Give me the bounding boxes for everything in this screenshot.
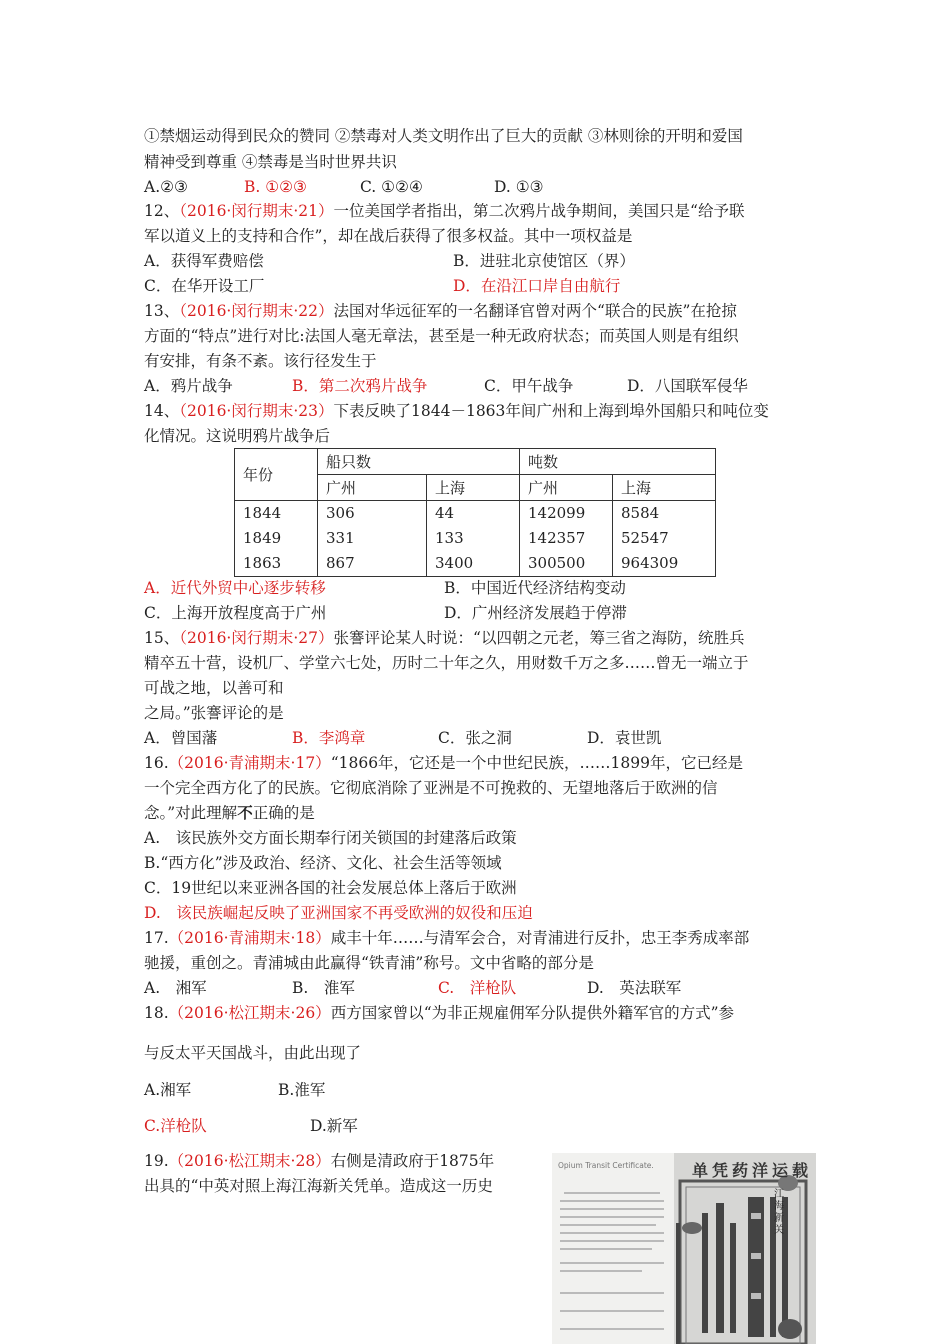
q16-option-c: C．19世纪以来亚洲各国的社会发展总体上落后于欧洲: [144, 879, 517, 897]
tons-guangzhou-cells: [520, 501, 613, 577]
q13-stem-line3: 有安排，有条不紊。该行径发生于: [144, 352, 377, 370]
year-header: 年份: [235, 449, 318, 501]
q15-option-b-answer: B．李鸿章: [292, 729, 366, 747]
q17-option-d: D. 英法联军: [587, 979, 682, 997]
q12-source: （2016·闵行期末·21）: [179, 202, 334, 220]
q12-option-a: A．获得军费赔偿: [144, 252, 264, 270]
q16-stem: [144, 752, 743, 774]
tons-shanghai-header: 上海: [613, 475, 716, 501]
table-cell: 3400: [435, 554, 474, 572]
q18-text: 西方国家曾以“为非正规雇佣军分队提供外籍军官的方式”参: [330, 1004, 735, 1022]
q15-stem: [144, 627, 744, 649]
q18-option-b: B.淮军: [278, 1081, 326, 1099]
q16-stem-line3: [144, 802, 315, 824]
q17-stem-line2: 驰援，重创之。青浦城由此赢得“铁青浦”称号。文中省略的部分是: [144, 954, 594, 972]
customs-certificate-image: [552, 1153, 816, 1344]
q15-option-a: A．曾国藩: [144, 729, 218, 747]
q12-text: 一位美国学者指出，第二次鸦片战争期间，美国只是“给予联: [333, 202, 745, 220]
table-cell: 1849: [243, 529, 282, 547]
q13-stem: [144, 300, 737, 322]
q19-text: 右侧是清政府于1875年: [330, 1152, 495, 1170]
q12-option-d-answer: D．在沿江口岸自由航行: [453, 277, 621, 295]
q17-number: 17.: [144, 929, 169, 947]
q14-source: （2016·闵行期末·23）: [179, 402, 334, 420]
q19-stem-line2: 出具的“中英对照上海江海新关凭单。造成这一历史: [144, 1177, 493, 1195]
q16-emphasis-not: 不: [237, 803, 253, 822]
q16-option-d-answer: D. 该民族崛起反映了亚洲国家不再受欧洲的奴役和压迫: [144, 904, 533, 922]
q18-stem-line2: 与反太平天国战斗，由此出现了: [144, 1044, 362, 1062]
q12-option-b: B．进驻北京使馆区（界）: [453, 252, 635, 270]
q11-option-b-answer: B. ①②③: [244, 178, 307, 196]
q15-source: （2016·闵行期末·27）: [179, 629, 334, 647]
table-cell: 44: [435, 504, 455, 522]
q14-option-b: B．中国近代经济结构变动: [444, 579, 626, 597]
table-cell: 331: [326, 529, 355, 547]
q18-stem: [144, 1002, 734, 1024]
q16-source: （2016·青浦期末·17）: [168, 754, 331, 772]
table-body-row: [235, 501, 716, 577]
q18-source: （2016·松江期末·26）: [168, 1004, 331, 1022]
q14-option-d: D．广州经济发展趋于停滞: [444, 604, 627, 622]
q13-option-c: C．甲午战争: [484, 377, 574, 395]
table-cell: 133: [435, 529, 464, 547]
tons-guangzhou-header: 广州: [520, 475, 613, 501]
q16-option-a: A. 该民族外交方面长期奉行闭关锁国的封建落后政策: [144, 829, 517, 847]
tons-shanghai-cells: [613, 501, 716, 577]
q19-number: 19.: [144, 1152, 169, 1170]
q13-source: （2016·闵行期末·22）: [179, 302, 334, 320]
q17-text: 咸丰十年……与清军会合，对青浦进行反扑，忠王李秀成率部: [330, 929, 750, 947]
table-cell: 142099: [528, 504, 586, 522]
q13-option-b-answer: B．第二次鸦片战争: [292, 377, 428, 395]
table-header-row: [235, 449, 716, 475]
q15-option-c: C．张之洞: [438, 729, 512, 747]
q14-option-a-answer: A．近代外贸中心逐步转移: [144, 579, 326, 597]
q12-number: 12、: [144, 202, 180, 220]
table-cell: 52547: [621, 529, 669, 547]
q15-stem-line2: 精卒五十营，设机厂、学堂六七处，历时二十年之久，用财数千万之多……曾无一端立于: [144, 654, 749, 672]
certificate-graphic: [552, 1153, 816, 1344]
q16-number: 16.: [144, 754, 169, 772]
q16-option-b: B.“西方化”涉及政治、经济、文化、社会生活等领域: [144, 854, 502, 872]
certificate-heading-cn: 单凭药洋运载: [692, 1161, 813, 1180]
q18-option-a: A.湘军: [144, 1081, 192, 1099]
table-cell: 1844: [243, 504, 282, 522]
table-cell: 8584: [621, 504, 660, 522]
q13-number: 13、: [144, 302, 180, 320]
q18-option-c-answer: C.洋枪队: [144, 1117, 207, 1135]
table-cell: 964309: [621, 554, 679, 572]
certificate-heading-en: Opium Transit Certificate.: [558, 1161, 654, 1170]
table-cell: 1863: [243, 554, 282, 572]
table-cell: 142357: [528, 529, 586, 547]
ships-header: 船只数: [318, 449, 520, 475]
q11-option-d: D. ①③: [494, 178, 544, 196]
tons-header: 吨数: [520, 449, 716, 475]
q13-text: 法国对华远征军的一名翻译官曾对两个“联合的民族”在抢掠: [333, 302, 737, 320]
q16-text-a: 念。”对此理解: [144, 804, 238, 822]
ships-shanghai-header: 上海: [427, 475, 520, 501]
q11-statements-line1: ①禁烟运动得到民众的赞同 ②禁毒对人类文明作出了巨大的贡献 ③林则徐的开明和爱国: [144, 127, 743, 145]
q18-number: 18.: [144, 1004, 169, 1022]
q17-option-b: B. 淮军: [292, 979, 355, 997]
table-cell: 867: [326, 554, 355, 572]
q15-stem-line3: 可战之地，以善可和: [144, 679, 284, 697]
q14-number: 14、: [144, 402, 180, 420]
ships-guangzhou-header: 广州: [318, 475, 427, 501]
q17-stem: [144, 927, 749, 949]
q11-option-c: C. ①②④: [360, 178, 423, 196]
q16-text: “1866年，它还是一个中世纪民族，……1899年，它已经是: [330, 754, 744, 772]
q12-stem-line2: 军以道义上的支持和合作”，却在战后获得了很多权益。其中一项权益是: [144, 227, 633, 245]
table-cell: 306: [326, 504, 355, 522]
q15-stem-line4: 之局。”张謇评论的是: [144, 704, 284, 722]
ships-guangzhou-cells: [318, 501, 427, 577]
q17-option-c-answer: C. 洋枪队: [438, 979, 517, 997]
q12-stem: [144, 200, 744, 222]
ships-shanghai-cells: [427, 501, 520, 577]
q15-text: 张謇评论某人时说：“以四朝之元老，筹三省之海防，统胜兵: [333, 629, 745, 647]
q11-statements-line2: 精神受到尊重 ④禁毒是当时世界共识: [144, 153, 397, 171]
q19-stem: [144, 1150, 494, 1172]
q18-option-d: D.新军: [310, 1117, 358, 1135]
shipping-table: [234, 448, 716, 577]
table-cell: 300500: [528, 554, 586, 572]
q16-text-c: 正确的是: [252, 804, 315, 822]
q16-stem-line2: 一个完全西方化了的民族。它彻底消除了亚洲是不可挽救的、无望地落后于欧洲的信: [144, 779, 718, 797]
q17-source: （2016·青浦期末·18）: [168, 929, 331, 947]
year-cells: [235, 501, 318, 577]
q14-stem-line2: 化情况。这说明鸦片战争后: [144, 427, 331, 445]
q19-source: （2016·松江期末·28）: [168, 1152, 331, 1170]
q14-text: 下表反映了1844－1863年间广州和上海到埠外国船只和吨位变: [333, 402, 769, 420]
q15-option-d: D．袁世凯: [587, 729, 662, 747]
q14-stem: [144, 400, 769, 422]
q13-option-a: A．鸦片战争: [144, 377, 233, 395]
q14-option-c: C．上海开放程度高于广州: [144, 604, 327, 622]
q11-option-a: A.②③: [144, 178, 188, 196]
q13-stem-line2: 方面的“特点”进行对比:法国人毫无章法，甚至是一种无政府状态；而英国人则是有组织: [144, 327, 739, 345]
q13-option-d: D．八国联军侵华: [627, 377, 748, 395]
certificate-column-text: 江海新关: [774, 1189, 784, 1236]
q12-option-c: C．在华开设工厂: [144, 277, 265, 295]
q17-option-a: A. 湘军: [144, 979, 207, 997]
q15-number: 15、: [144, 629, 180, 647]
